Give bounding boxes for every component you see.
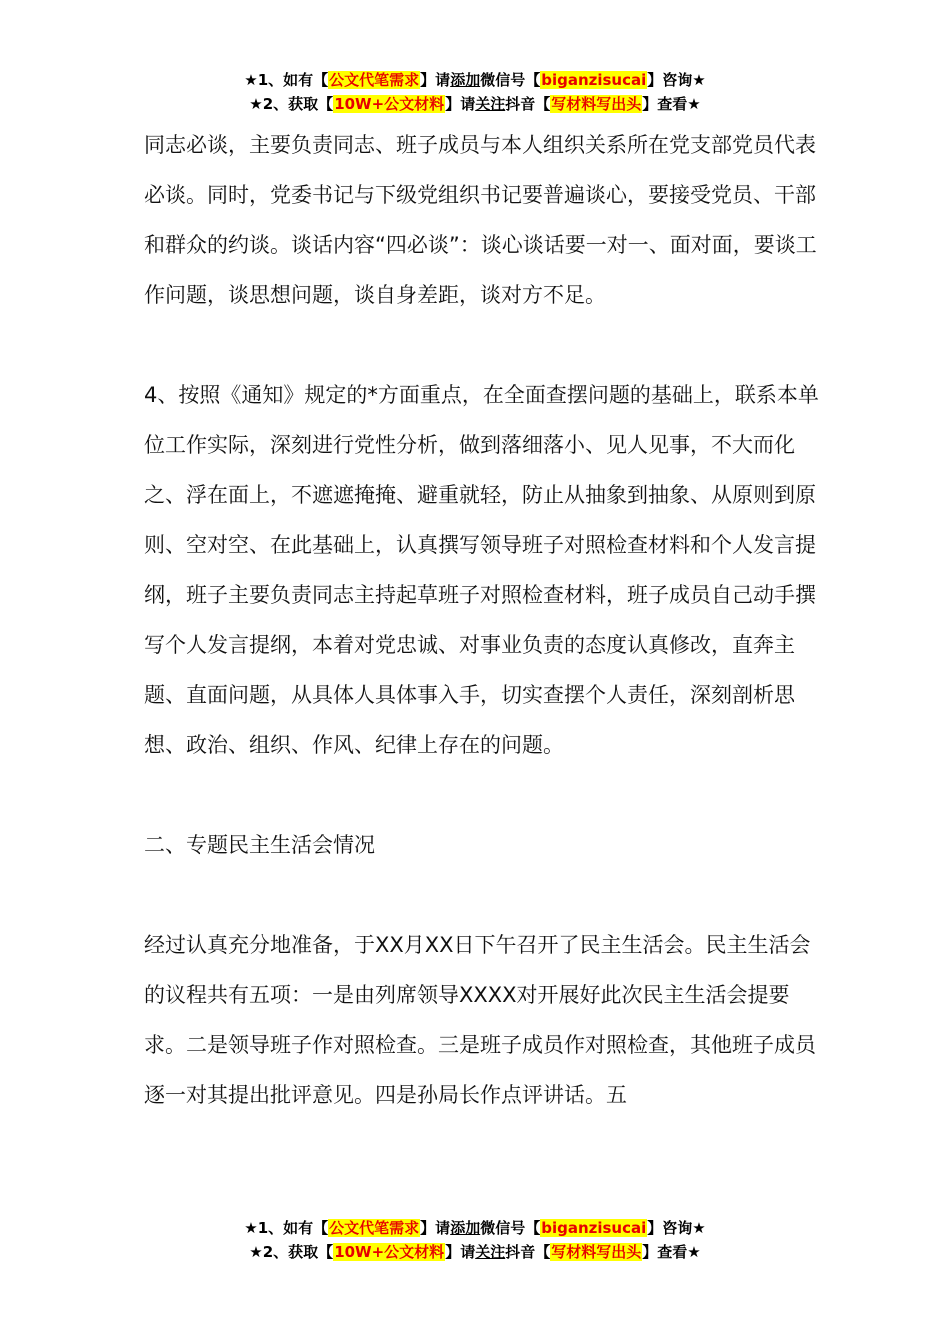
banner-emphasis: 关注: [475, 1243, 506, 1261]
paragraph-1: 同志必谈，主要负责同志、班子成员与本人组织关系所在党支部党员代表必谈。同时，党委书记与下级党组织书记要普遍谈心，要接受党员、干部和群众的约谈。谈话内容“四必谈”：谈心谈话要一对一、面对面，要谈工作问题，谈思想问题，谈自身差距，谈对方不足。: [144, 133, 817, 307]
banner-emphasis: 关注: [475, 95, 506, 113]
banner-line-1: [0, 68, 950, 92]
banner-text: ★2、获取【: [249, 95, 334, 113]
banner-text: 】请: [420, 71, 451, 89]
banner-text: 抖音【: [505, 1243, 551, 1261]
highlight-douyin: 写材料写出头: [551, 95, 642, 113]
paragraph-gap: [144, 870, 824, 920]
banner-text: 抖音【: [505, 95, 551, 113]
paragraph-gap: [144, 320, 824, 370]
section-heading: 二、专题民主生活会情况: [144, 833, 375, 857]
highlight-douyin: 写材料写出头: [551, 1243, 642, 1261]
header-banner: [0, 68, 950, 116]
banner-text: 】查看★: [642, 1243, 701, 1261]
highlight-service: 公文代笔需求: [329, 1219, 420, 1237]
banner-text: 】请: [420, 1219, 451, 1237]
banner-emphasis: 添加: [450, 1219, 481, 1237]
paragraph-2: 4、按照《通知》规定的*方面重点，在全面查摆问题的基础上，联系本单位工作实际，深刻进行党性分析，做到落细落小、见人见事，不大而化之、浮在面上，不遮遮掩掩、避重就轻，防止从抽象到抽象、从原则到原则、空对空、在此基础上，认真撰写领导班子对照检查材料和个人发言提纲，班子主要负责同志主持起草班子对照检查材料，班子成员自己动手撰写个人发言提纲，本着对党忠诚、对事业负责的态度认真修改，直奔主题、直面问题，从具体人具体事入手，切实查摆个人责任，深刻剖析思想、政治、组织、作风、纪律上存在的问题。: [144, 383, 819, 757]
document-body: [144, 120, 824, 1120]
banner-text: 】查看★: [642, 95, 701, 113]
banner-text: 微信号【: [480, 71, 541, 89]
banner-line-2: [0, 1240, 950, 1264]
banner-text: 】请: [445, 1243, 476, 1261]
highlight-materials: 10W+公文材料: [334, 1243, 445, 1261]
footer-banner: [0, 1216, 950, 1264]
highlight-wechat-id: biganzisucai: [541, 1219, 647, 1237]
banner-text: ★2、获取【: [249, 1243, 334, 1261]
paragraph-gap: [144, 770, 824, 820]
banner-text: 】咨询★: [647, 71, 706, 89]
banner-line-2: [0, 92, 950, 116]
banner-text: ★1、如有【: [244, 71, 329, 89]
highlight-wechat-id: biganzisucai: [541, 71, 647, 89]
highlight-service: 公文代笔需求: [329, 71, 420, 89]
banner-text: ★1、如有【: [244, 1219, 329, 1237]
banner-emphasis: 添加: [450, 71, 481, 89]
banner-text: 】咨询★: [647, 1219, 706, 1237]
banner-text: 】请: [445, 95, 476, 113]
highlight-materials: 10W+公文材料: [334, 95, 445, 113]
banner-text: 微信号【: [480, 1219, 541, 1237]
paragraph-3: 经过认真充分地准备，于XX月XX日下午召开了民主生活会。民主生活会的议程共有五项：一是由列席领导XXXX对开展好此次民主生活会提要求。二是领导班子作对照检查。三是班子成员作对照检查，其他班子成员逐一对其提出批评意见。四是孙局长作点评讲话。五: [144, 933, 816, 1107]
banner-line-1: [0, 1216, 950, 1240]
